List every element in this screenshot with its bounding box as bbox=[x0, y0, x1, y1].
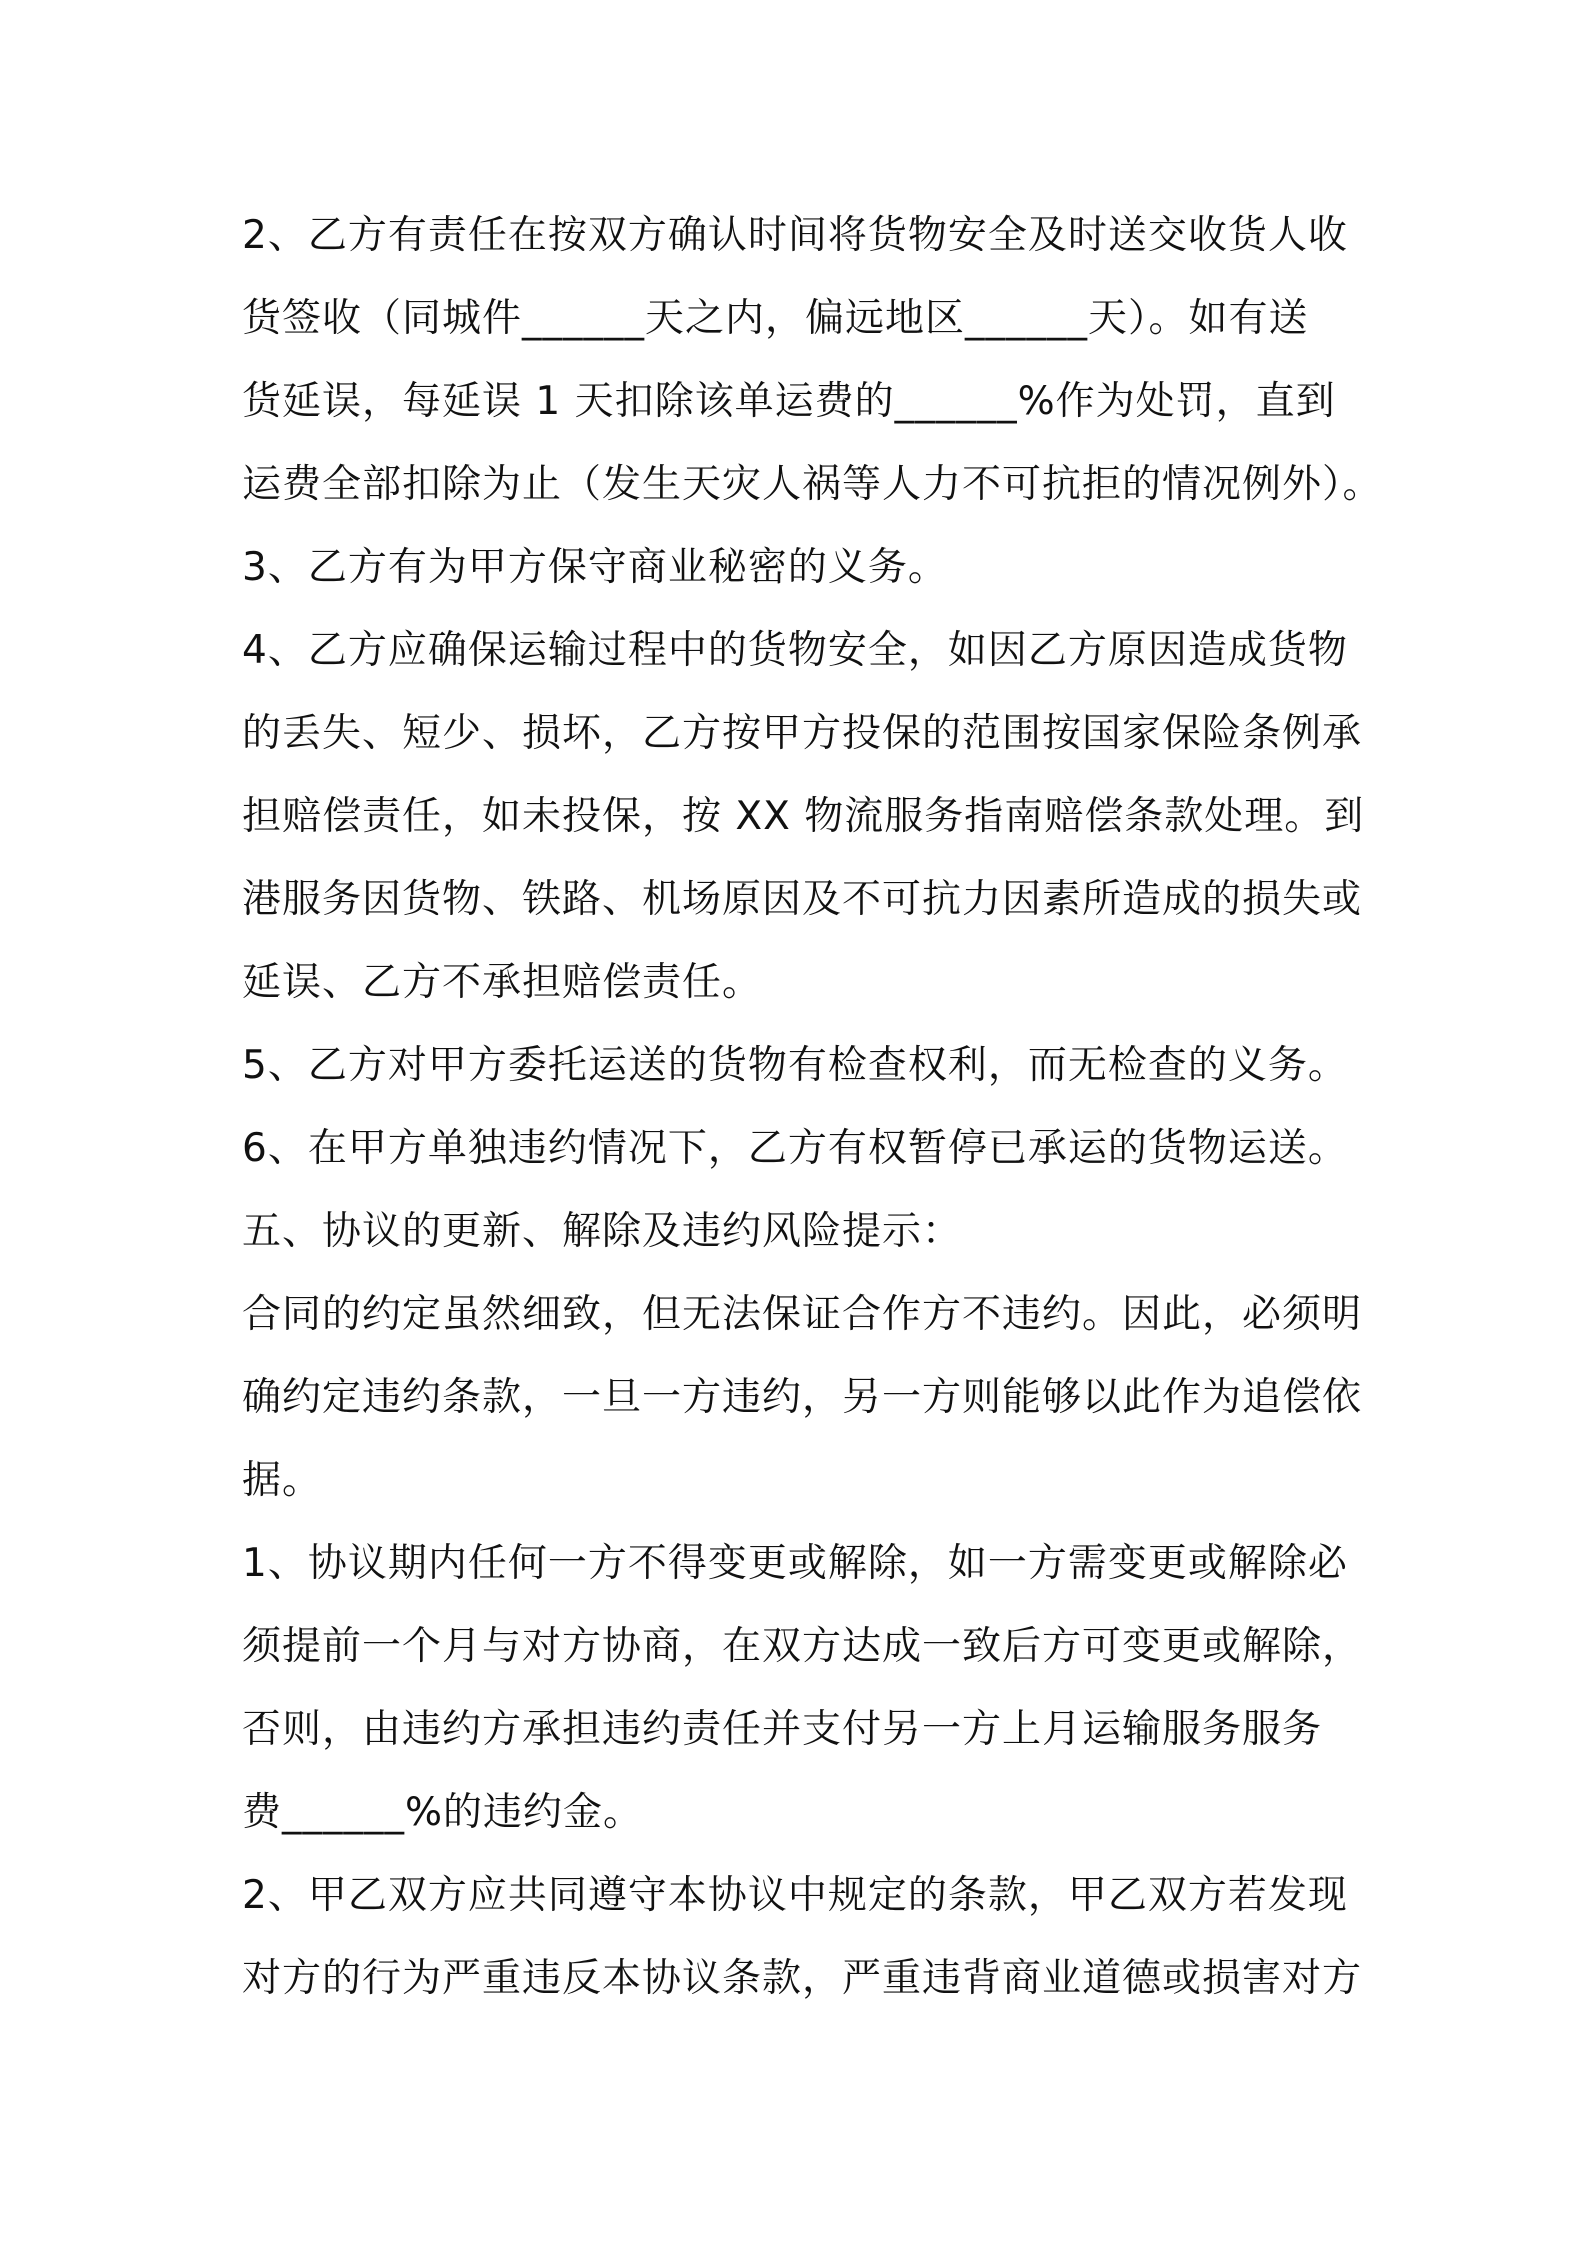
text-line: 确约定违约条款，一旦一方违约，另一方则能够以此作为追偿依 bbox=[242, 1375, 1363, 1420]
text-line: 3、乙方有为甲方保守商业秘密的义务。 bbox=[242, 545, 948, 590]
text-line: 6、在甲方单独违约情况下，乙方有权暂停已承运的货物运送。 bbox=[242, 1126, 1348, 1171]
text-line: 延误、乙方不承担赔偿责任。 bbox=[242, 960, 763, 1005]
text-line: 5、乙方对甲方委托运送的货物有检查权利，而无检查的义务。 bbox=[242, 1043, 1348, 1088]
text-line: 否则，由违约方承担违约责任并支付另一方上月运输服务服务 bbox=[242, 1707, 1323, 1752]
text-line: 据。 bbox=[242, 1458, 323, 1503]
text-line: 2、乙方有责任在按双方确认时间将货物安全及时送交收货人收 bbox=[242, 213, 1348, 258]
text-line: 港服务因货物、铁路、机场原因及不可抗力因素所造成的损失或 bbox=[242, 877, 1363, 922]
text-line: 费______%的违约金。 bbox=[242, 1790, 644, 1835]
text-line: 1、协议期内任何一方不得变更或解除，如一方需变更或解除必 bbox=[242, 1541, 1348, 1586]
text-line: 担赔偿责任，如未投保，按 XX 物流服务指南赔偿条款处理。到 bbox=[242, 794, 1365, 839]
text-line: 货签收（同城件______天之内，偏远地区______天）。如有送 bbox=[242, 296, 1309, 341]
section-heading: 五、协议的更新、解除及违约风险提示： bbox=[242, 1209, 963, 1254]
text-line: 对方的行为严重违反本协议条款，严重违背商业道德或损害对方 bbox=[242, 1956, 1363, 2001]
text-line: 须提前一个月与对方协商，在双方达成一致后方可变更或解除， bbox=[242, 1624, 1363, 1669]
text-line: 2、甲乙双方应共同遵守本协议中规定的条款，甲乙双方若发现 bbox=[242, 1873, 1348, 1918]
text-line: 4、乙方应确保运输过程中的货物安全，如因乙方原因造成货物 bbox=[242, 628, 1348, 673]
contract-text bbox=[242, 194, 1383, 2020]
text-line: 的丢失、短少、损坏，乙方按甲方投保的范围按国家保险条例承 bbox=[242, 711, 1363, 756]
text-line: 运费全部扣除为止（发生天灾人祸等人力不可抗拒的情况例外）。 bbox=[242, 462, 1383, 507]
text-line: 合同的约定虽然细致，但无法保证合作方不违约。因此，必须明 bbox=[242, 1292, 1363, 1337]
text-line: 货延误，每延误 1 天扣除该单运费的______%作为处罚，直到 bbox=[242, 379, 1336, 424]
